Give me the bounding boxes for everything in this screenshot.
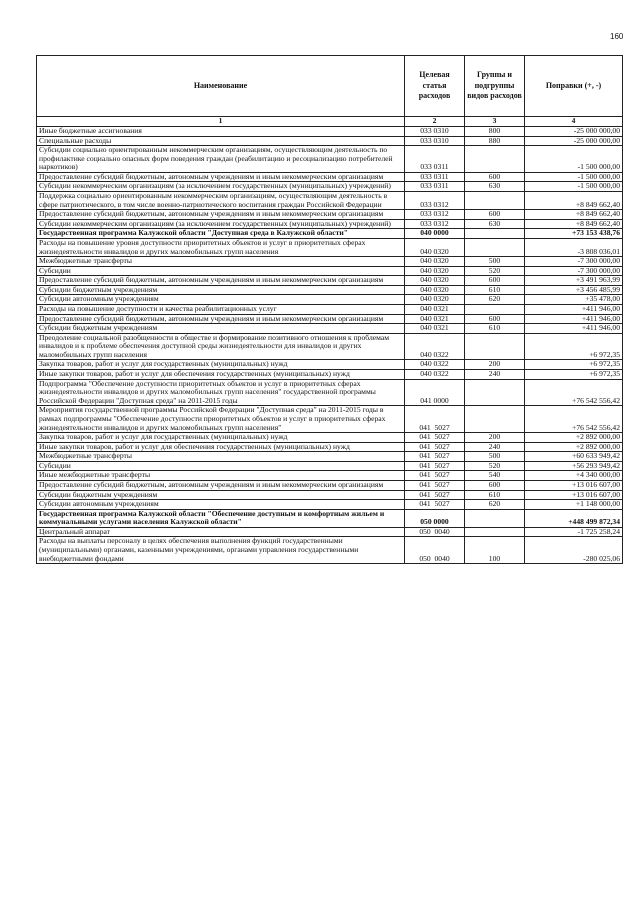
row-expense-group: 610 [465, 324, 525, 334]
row-name: Расходы на повышение доступности и качества реабилитационных услуг [37, 304, 405, 314]
row-name: Субсидии бюджетным учреждениям [37, 324, 405, 334]
header-target-article: Целевая статья расходов [405, 56, 465, 117]
row-amendment: -1 500 000,00 [525, 182, 623, 192]
row-target-article: 033 0310 [405, 136, 465, 146]
row-name: Субсидии бюджетным учреждениям [37, 490, 405, 500]
table-row [37, 285, 623, 295]
row-target-article: 041 5027 [405, 452, 465, 462]
row-amendment: +411 946,00 [525, 304, 623, 314]
table-row [37, 219, 623, 229]
table-row [37, 192, 623, 210]
table-row [37, 229, 623, 239]
row-expense-group [465, 527, 525, 537]
row-amendment: +8 849 662,40 [525, 219, 623, 229]
row-amendment: +3 456 485,99 [525, 285, 623, 295]
table-row [37, 370, 623, 380]
row-expense-group: 520 [465, 266, 525, 276]
row-expense-group: 880 [465, 136, 525, 146]
row-target-article: 040 0322 [405, 370, 465, 380]
column-number: 4 [525, 117, 623, 127]
row-amendment: +60 633 949,42 [525, 452, 623, 462]
table-row [37, 304, 623, 314]
row-target-article: 033 0312 [405, 192, 465, 210]
table-row [37, 500, 623, 510]
row-amendment: -25 000 000,00 [525, 127, 623, 137]
table-row [37, 461, 623, 471]
table-row [37, 182, 623, 192]
row-target-article: 040 0322 [405, 360, 465, 370]
row-amendment: +6 972,35 [525, 370, 623, 380]
row-name: Специальные расходы [37, 136, 405, 146]
row-expense-group: 200 [465, 360, 525, 370]
row-expense-group [465, 379, 525, 406]
row-name: Закупка товаров, работ и услуг для государственных (муниципальных) нужд [37, 360, 405, 370]
row-expense-group: 800 [465, 127, 525, 137]
row-target-article: 033 0311 [405, 146, 465, 173]
column-number: 1 [37, 117, 405, 127]
row-name: Государственная программа Калужской области "Обеспечение доступным и комфортным жильем и коммунальными услугами населения Калужской области" [37, 509, 405, 527]
row-name: Иные бюджетные ассигнования [37, 127, 405, 137]
row-target-article: 040 0321 [405, 304, 465, 314]
row-expense-group: 500 [465, 452, 525, 462]
table-row [37, 266, 623, 276]
table-row [37, 210, 623, 220]
row-amendment: +8 849 662,40 [525, 192, 623, 210]
row-name: Субсидии некоммерческим организациям (за исключением государственных (муниципальных) учреждений) [37, 219, 405, 229]
row-target-article: 040 0320 [405, 285, 465, 295]
row-name: Государственная программа Калужской области "Доступная среда в Калужской области" [37, 229, 405, 239]
table-row [37, 442, 623, 452]
table-row [37, 360, 623, 370]
table-row [37, 433, 623, 443]
row-amendment: +35 478,00 [525, 295, 623, 305]
header-expense-groups: Группы и подгруппы видов расходов [465, 56, 525, 117]
table-row [37, 333, 623, 360]
row-target-article: 050 0040 [405, 527, 465, 537]
row-target-article: 040 0321 [405, 314, 465, 324]
row-amendment: -7 300 000,00 [525, 266, 623, 276]
row-expense-group [465, 333, 525, 360]
row-expense-group: 600 [465, 314, 525, 324]
table-row [37, 146, 623, 173]
row-target-article: 041 5027 [405, 442, 465, 452]
row-amendment: +448 499 872,34 [525, 509, 623, 527]
row-target-article: 041 5027 [405, 433, 465, 443]
row-target-article: 040 0320 [405, 238, 465, 256]
row-expense-group: 630 [465, 219, 525, 229]
table-row [37, 452, 623, 462]
row-expense-group: 600 [465, 172, 525, 182]
row-expense-group: 240 [465, 442, 525, 452]
row-amendment: +6 972,35 [525, 360, 623, 370]
row-target-article: 041 0000 [405, 379, 465, 406]
row-amendment: +8 849 662,40 [525, 210, 623, 220]
row-target-article: 040 0320 [405, 266, 465, 276]
row-name: Мероприятия государственной программы Российской Федерации "Доступная среда" на 2011-2015 годы в рамках подпрограммы "Обеспечение доступности приоритетных объектов и услуг в приоритетных сферах жизнедеятельности инвалидов и других маломобильных групп населения" [37, 406, 405, 433]
row-name: Предоставление субсидий бюджетным, автономным учреждениям и иным некоммерческим организациям [37, 172, 405, 182]
row-expense-group [465, 406, 525, 433]
row-target-article: 040 0321 [405, 324, 465, 334]
row-target-article: 041 5027 [405, 500, 465, 510]
row-name: Субсидии бюджетным учреждениям [37, 285, 405, 295]
row-name: Субсидии социально ориентированным некоммерческим организациям, осуществляющим деятельность по профилактике социально опасных форм поведения граждан (реабилитацию и ресоциализацию потребителей наркотиков) [37, 146, 405, 173]
row-name: Субсидии [37, 461, 405, 471]
table-row [37, 406, 623, 433]
row-amendment: +13 016 607,00 [525, 490, 623, 500]
row-amendment: -1 500 000,00 [525, 172, 623, 182]
row-name: Иные закупки товаров, работ и услуг для обеспечения государственных (муниципальных) нужд [37, 370, 405, 380]
row-expense-group: 600 [465, 480, 525, 490]
column-number: 2 [405, 117, 465, 127]
row-expense-group: 620 [465, 500, 525, 510]
row-expense-group: 500 [465, 257, 525, 267]
row-target-article: 033 0311 [405, 182, 465, 192]
table-row [37, 238, 623, 256]
row-name: Субсидии [37, 266, 405, 276]
row-expense-group: 600 [465, 210, 525, 220]
row-target-article: 041 5027 [405, 461, 465, 471]
table-row [37, 172, 623, 182]
row-amendment: -3 808 036,01 [525, 238, 623, 256]
row-expense-group: 610 [465, 285, 525, 295]
row-target-article: 033 0312 [405, 210, 465, 220]
row-name: Межбюджетные трансферты [37, 452, 405, 462]
row-target-article: 041 5027 [405, 480, 465, 490]
row-amendment: +4 340 000,00 [525, 471, 623, 481]
row-expense-group [465, 229, 525, 239]
row-expense-group: 630 [465, 182, 525, 192]
row-amendment: +76 542 556,42 [525, 379, 623, 406]
table-row [37, 295, 623, 305]
row-target-article: 050 0000 [405, 509, 465, 527]
row-expense-group: 240 [465, 370, 525, 380]
row-name: Поддержка социально ориентированным некоммерческим организациям, осуществляющим деятельность в сфере патриотического, в том числе военно-патриотического воспитания граждан Российской Федерации [37, 192, 405, 210]
table-row [37, 527, 623, 537]
row-expense-group: 540 [465, 471, 525, 481]
row-target-article: 033 0312 [405, 219, 465, 229]
row-expense-group: 600 [465, 276, 525, 286]
row-name: Иные закупки товаров, работ и услуг для обеспечения государственных (муниципальных) нужд [37, 442, 405, 452]
row-name: Иные межбюджетные трансферты [37, 471, 405, 481]
row-amendment: +2 892 000,00 [525, 433, 623, 443]
row-expense-group: 610 [465, 490, 525, 500]
table-row [37, 314, 623, 324]
table-body [37, 127, 623, 564]
row-amendment: +411 946,00 [525, 324, 623, 334]
row-expense-group: 520 [465, 461, 525, 471]
row-target-article: 040 0320 [405, 257, 465, 267]
row-amendment: +13 016 607,00 [525, 480, 623, 490]
row-name: Расходы на выплаты персоналу в целях обеспечения выполнения функций государственными (муниципальными) органами, казенными учреждениями, органами управления государственными внебюджетными фондами [37, 537, 405, 564]
row-amendment: +73 153 438,76 [525, 229, 623, 239]
row-amendment: +76 542 556,42 [525, 406, 623, 433]
row-expense-group [465, 192, 525, 210]
row-amendment: -1 500 000,00 [525, 146, 623, 173]
column-number: 3 [465, 117, 525, 127]
row-expense-group: 620 [465, 295, 525, 305]
table-row [37, 136, 623, 146]
header-name: Наименование [37, 56, 405, 117]
row-name: Предоставление субсидий бюджетным, автономным учреждениям и иным некоммерческим организациям [37, 210, 405, 220]
row-target-article: 041 5027 [405, 406, 465, 433]
row-amendment: -280 025,06 [525, 537, 623, 564]
table-header-row [37, 56, 623, 117]
row-name: Субсидии автономным учреждениям [37, 295, 405, 305]
table-row [37, 509, 623, 527]
budget-table [36, 55, 623, 564]
row-amendment: +2 892 000,00 [525, 442, 623, 452]
table-row [37, 324, 623, 334]
row-name: Центральный аппарат [37, 527, 405, 537]
row-target-article: 040 0000 [405, 229, 465, 239]
row-name: Межбюджетные трансферты [37, 257, 405, 267]
row-amendment: +3 491 963,99 [525, 276, 623, 286]
header-amendments: Поправки (+, -) [525, 56, 623, 117]
row-target-article: 040 0320 [405, 295, 465, 305]
row-target-article: 033 0310 [405, 127, 465, 137]
row-name: Подпрограмма "Обеспечение доступности приоритетных объектов и услуг в приоритетных сферах жизнедеятельности инвалидов и других маломобильных групп населения" государственной программы Российской Федерации "Доступная среда" на 2011-2015 годы [37, 379, 405, 406]
row-name: Субсидии некоммерческим организациям (за исключением государственных (муниципальных) учреждений) [37, 182, 405, 192]
row-target-article: 033 0311 [405, 172, 465, 182]
table-row [37, 490, 623, 500]
row-name: Расходы на повышение уровня доступности приоритетных объектов и услуг в приоритетных сферах жизнедеятельности инвалидов и других маломобильных групп населения [37, 238, 405, 256]
row-expense-group [465, 304, 525, 314]
row-name: Преодоление социальной разобщенности в обществе и формирование позитивного отношения к проблемам инвалидов и к проблеме обеспечения доступной среды жизнедеятельности для инвалидов и других маломобильных групп населения [37, 333, 405, 360]
row-amendment: -25 000 000,00 [525, 136, 623, 146]
row-name: Предоставление субсидий бюджетным, автономным учреждениям и иным некоммерческим организациям [37, 276, 405, 286]
row-name: Субсидии автономным учреждениям [37, 500, 405, 510]
row-expense-group: 100 [465, 537, 525, 564]
row-target-article: 041 5027 [405, 471, 465, 481]
row-expense-group [465, 146, 525, 173]
row-amendment: +411 946,00 [525, 314, 623, 324]
row-expense-group [465, 509, 525, 527]
table-row [37, 480, 623, 490]
row-expense-group: 200 [465, 433, 525, 443]
table-row [37, 471, 623, 481]
row-amendment: +1 148 000,00 [525, 500, 623, 510]
table-row [37, 379, 623, 406]
page-number: 160 [610, 32, 624, 41]
table-row [37, 127, 623, 137]
row-name: Предоставление субсидий бюджетным, автономным учреждениям и иным некоммерческим организациям [37, 314, 405, 324]
row-amendment: -1 725 258,24 [525, 527, 623, 537]
row-amendment: +56 293 949,42 [525, 461, 623, 471]
row-expense-group [465, 238, 525, 256]
table-row [37, 257, 623, 267]
row-target-article: 050 0040 [405, 537, 465, 564]
table-row [37, 276, 623, 286]
row-name: Закупка товаров, работ и услуг для государственных (муниципальных) нужд [37, 433, 405, 443]
row-amendment: +6 972,35 [525, 333, 623, 360]
column-number-row [37, 117, 623, 127]
row-target-article: 041 5027 [405, 490, 465, 500]
row-target-article: 040 0322 [405, 333, 465, 360]
table-row [37, 537, 623, 564]
row-amendment: -7 300 000,00 [525, 257, 623, 267]
row-target-article: 040 0320 [405, 276, 465, 286]
row-name: Предоставление субсидий бюджетным, автономным учреждениям и иным некоммерческим организациям [37, 480, 405, 490]
